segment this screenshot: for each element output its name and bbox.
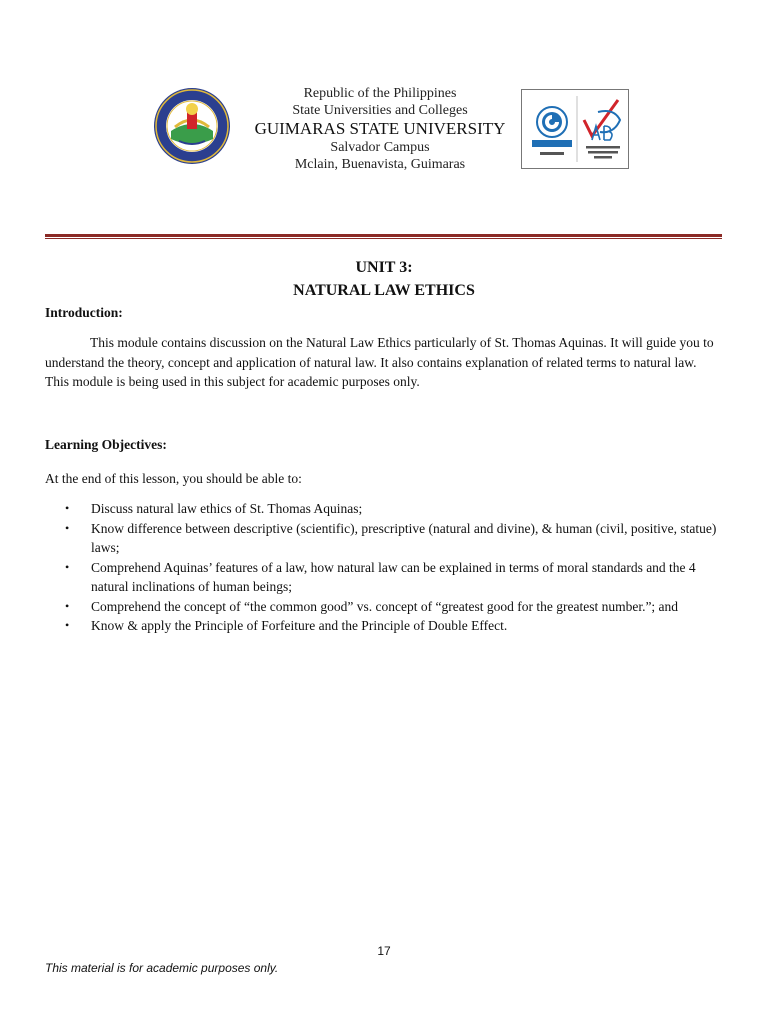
list-item: • Comprehend the concept of “the common good” vs. concept of “greatest good for the greatest number.”; and: [45, 597, 725, 617]
header-divider-thin: [45, 238, 722, 239]
university-name: GUIMARAS STATE UNIVERSITY: [254, 119, 506, 138]
unit-title: NATURAL LAW ETHICS: [293, 282, 475, 299]
introduction-heading: Introduction:: [45, 305, 123, 320]
introduction-paragraph: This module contains discussion on the Natural Law Ethics particularly of St. Thomas Aquinas. It will guide you to understand the theory, concept and application of natural law. It also contains explanation of related terms to natural law. This module is being used in this subject for academic purposes only.: [45, 335, 714, 389]
list-item: • Know difference between descriptive (scientific), prescriptive (natural and divine), & human (civil, positive, statue) laws;: [45, 519, 725, 558]
list-item: • Comprehend Aquinas’ features of a law, how natural law can be explained in terms of moral standards and the 4 natural inclinations of human beings;: [45, 558, 725, 597]
list-item: • Know & apply the Principle of Forfeiture and the Principle of Double Effect.: [45, 616, 725, 636]
republic-line: Republic of the Philippines: [303, 86, 457, 101]
letterhead: [230, 85, 530, 173]
university-seal: [153, 87, 231, 165]
campus-address: Mclain, Buenavista, Guimaras: [294, 157, 466, 172]
unit-number: UNIT 3:: [355, 259, 413, 276]
ab-accreditation-logo: [584, 100, 620, 159]
page-number: 17: [377, 944, 391, 958]
objectives-heading: Learning Objectives:: [45, 437, 167, 452]
certification-logos: [521, 89, 629, 169]
objectives-list: [45, 499, 725, 636]
header-divider: [45, 234, 722, 237]
footer-note: This material is for academic purposes only.: [45, 961, 279, 975]
suc-line: State Universities and Colleges: [292, 103, 468, 118]
objectives-lead: At the end of this lesson, you should be able to:: [45, 471, 302, 486]
list-item: • Discuss natural law ethics of St. Thomas Aquinas;: [45, 499, 725, 519]
socotec-iso-9001-logo: [532, 107, 572, 155]
campus-name: Salvador Campus: [330, 140, 430, 155]
